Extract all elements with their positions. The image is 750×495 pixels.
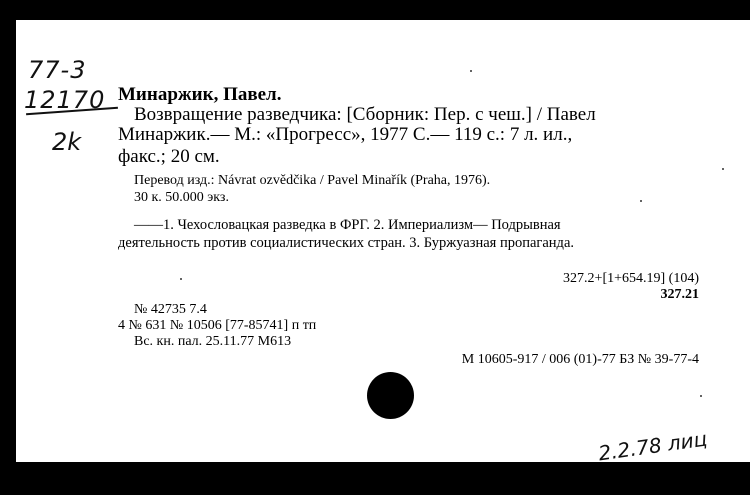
- price-circulation: 30 к. 50.000 экз.: [134, 190, 229, 205]
- classification-code: 327.21: [660, 287, 699, 302]
- registry-number-1: № 42735 7.4: [134, 302, 207, 317]
- chamber-date: Вс. кн. пал. 25.11.77 М613: [134, 334, 292, 349]
- original-edition-note: Перевод изд.: Návrat ozvědčika / Pavel Minařík (Praha, 1976).: [134, 173, 491, 188]
- title-line-1: Возвращение разведчика: [Сборник: Пер. с чеш.] / Павел: [134, 104, 596, 125]
- title-line-3: факс.; 20 см.: [118, 146, 220, 167]
- registry-number-2: 4 № 631 № 10506 [77-85741] п тп: [118, 318, 317, 333]
- speck: [700, 395, 702, 397]
- speck: [470, 70, 472, 72]
- handwritten-code-top: 77-3: [28, 56, 87, 84]
- title-line-2: Минаржик.— М.: «Прогресс», 1977 С.— 119 с.: 7 л. ил.,: [118, 124, 573, 145]
- subjects-line-2: деятельность против социалистических стран. 3. Буржуазная пропаганда.: [118, 235, 574, 251]
- classification-index: 327.2+[1+654.19] (104): [563, 271, 699, 286]
- handwritten-marginal-note: 2k: [52, 128, 82, 156]
- handwritten-bottom-note: 2.2.78 лиц: [596, 426, 709, 466]
- subjects-line-1: ——1. Чехословацкая разведка в ФРГ. 2. Империализм— Подрывная: [134, 217, 561, 233]
- speck: [640, 200, 642, 202]
- speck: [180, 278, 182, 280]
- publisher-code: М 10605-917 / 006 (01)-77 БЗ № 39-77-4: [461, 352, 699, 367]
- handwritten-code-bottom: 12170: [24, 86, 106, 114]
- author-heading: Минаржик, Павел.: [118, 84, 282, 105]
- card-punch-hole: [367, 372, 414, 419]
- speck: [722, 168, 724, 170]
